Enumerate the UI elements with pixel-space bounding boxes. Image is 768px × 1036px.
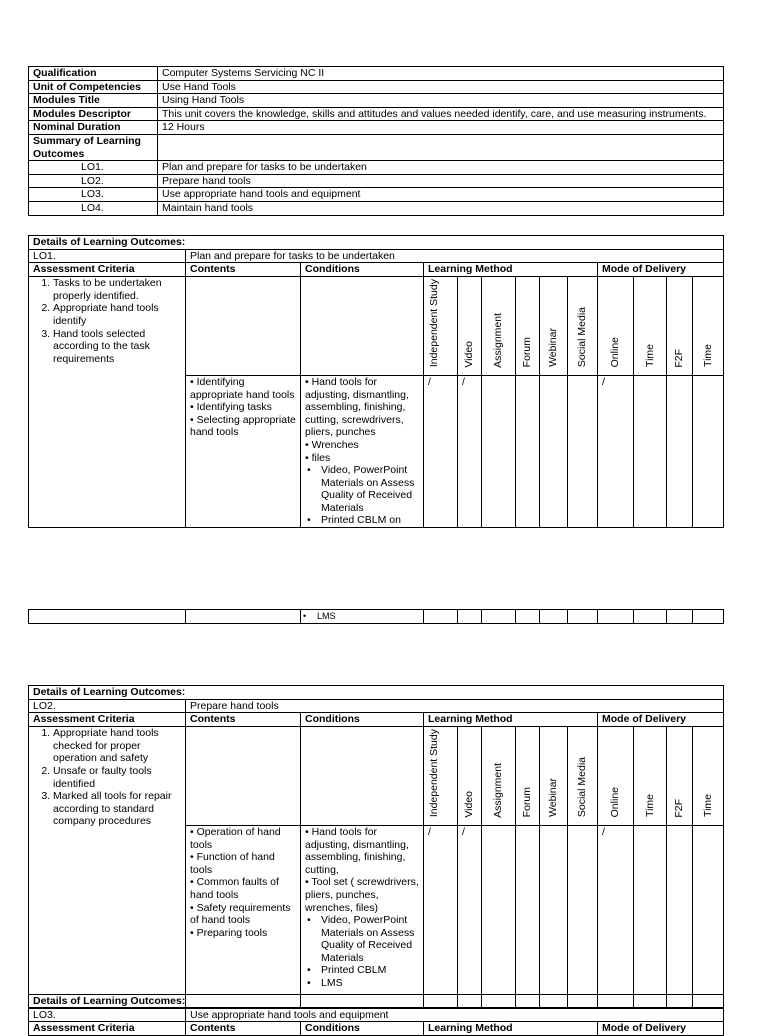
condition-item: • Wrenches	[305, 438, 359, 451]
lo-code: LO2.	[29, 699, 186, 713]
contents-header: Contents	[186, 263, 301, 277]
empty-cell	[540, 610, 568, 624]
condition-item: • LMS	[305, 977, 419, 990]
value-descriptor: This unit covers the knowledge, skills and attitudes and values needed identify, care, and use measuring instruments.	[158, 107, 724, 121]
delivery-header: Mode of Delivery	[598, 713, 724, 727]
lo1-continuation-table	[28, 609, 724, 624]
empty-cell	[458, 610, 482, 624]
details-heading: Details of Learning Outcomes:	[29, 686, 724, 700]
condition-item: • Hand tools for adjusting, dismantling, assembling, finishing, cutting, screwdrivers, pliers, punches	[305, 375, 409, 439]
empty-cell	[568, 375, 598, 527]
lo4-text: Maintain hand tools	[158, 201, 724, 215]
method-webinar: Webinar	[540, 727, 568, 826]
criterion: 2. Appropriate hand tools identify	[53, 302, 181, 327]
content-item: • Safety requirements of hand tools	[190, 901, 291, 927]
delivery-time: Time	[634, 277, 667, 376]
conditions-cell	[301, 375, 424, 527]
lo3-text: Use appropriate hand tools and equipment	[158, 188, 724, 202]
lo3-details-table	[28, 994, 724, 1036]
method-social-media: Social Media	[568, 277, 598, 376]
criterion: 1. Tasks to be undertaken properly identified.	[53, 277, 181, 302]
criterion: 3. Marked all tools for repair according to standard company procedures	[53, 790, 181, 828]
lo3-code: LO3.	[29, 188, 158, 202]
details-heading: Details of Learning Outcomes:	[29, 236, 724, 250]
delivery-online: Online	[598, 277, 634, 376]
value-qualification: Computer Systems Servicing NC II	[158, 67, 724, 81]
learning-method-header: Learning Method	[424, 1022, 598, 1036]
empty-cell	[186, 610, 301, 624]
label-duration: Nominal Duration	[29, 121, 158, 135]
empty-cell	[186, 727, 301, 826]
criterion: 1. Appropriate hand tools checked for proper operation and safety	[53, 727, 181, 765]
label-qualification: Qualification	[29, 67, 158, 81]
condition-item: • files	[305, 451, 331, 464]
method-forum: Forum	[516, 727, 540, 826]
empty-cell	[301, 727, 424, 826]
method-video: Video	[458, 727, 482, 826]
lo-title: Prepare hand tools	[186, 699, 724, 713]
assessment-criteria	[29, 727, 186, 1008]
method-webinar: Webinar	[540, 277, 568, 376]
empty-cell	[634, 375, 667, 527]
condition-item: • LMS	[301, 610, 424, 624]
contents-header: Contents	[186, 713, 301, 727]
method-social-media: Social Media	[568, 727, 598, 826]
assessment-header: Assessment Criteria	[29, 713, 186, 727]
details-heading: Details of Learning Outcomes:	[29, 995, 724, 1009]
delivery-online: Online	[598, 727, 634, 826]
content-item: • Identifying tasks	[190, 401, 272, 414]
delivery-time: Time	[693, 277, 724, 376]
method-independent-study: Independent Study	[424, 277, 458, 376]
lo2-text: Prepare hand tools	[158, 174, 724, 188]
label-unit: Unit of Competencies	[29, 80, 158, 94]
label-summary: Summary of Learning Outcomes	[29, 134, 158, 160]
lo2-details-table	[28, 685, 724, 1008]
empty-cell	[667, 375, 693, 527]
value-summary	[158, 134, 724, 160]
empty-cell	[634, 825, 667, 1007]
empty-cell	[540, 375, 568, 527]
empty-cell	[29, 610, 186, 624]
content-item: • Function of hand tools	[190, 851, 275, 876]
mark-independent: /	[424, 375, 458, 527]
empty-cell	[568, 610, 598, 624]
label-descriptor: Modules Descriptor	[29, 107, 158, 121]
method-independent-study: Independent Study	[424, 727, 458, 826]
delivery-header: Mode of Delivery	[598, 263, 724, 277]
empty-cell	[693, 375, 724, 527]
contents-cell	[186, 375, 301, 527]
assessment-header: Assessment Criteria	[29, 263, 186, 277]
value-duration: 12 Hours	[158, 121, 724, 135]
mark-online: /	[598, 375, 634, 527]
mark-video: /	[458, 375, 482, 527]
delivery-header: Mode of Delivery	[598, 1022, 724, 1036]
contents-cell	[186, 825, 301, 1007]
value-unit: Use Hand Tools	[158, 80, 724, 94]
lo1-details-table	[28, 235, 724, 528]
content-item: • Preparing tools	[190, 926, 268, 939]
condition-item: • Tool set ( screwdrivers, pliers, punches, wrenches, files)	[305, 876, 419, 914]
conditions-header: Conditions	[301, 713, 424, 727]
empty-cell	[301, 277, 424, 376]
empty-cell	[568, 825, 598, 1007]
learning-method-header: Learning Method	[424, 713, 598, 727]
empty-cell	[482, 825, 516, 1007]
value-module-title: Using Hand Tools	[158, 94, 724, 108]
conditions-cell	[301, 825, 424, 1007]
method-forum: Forum	[516, 277, 540, 376]
delivery-f2f: F2F	[667, 727, 693, 826]
lo1-code: LO1.	[29, 161, 158, 175]
mark-independent: /	[424, 825, 458, 1007]
content-item: • Identifying appropriate hand tools	[190, 375, 295, 401]
summary-table	[28, 66, 724, 216]
mark-online: /	[598, 825, 634, 1007]
criterion: 2. Unsafe or faulty tools identified	[53, 765, 181, 790]
conditions-header: Conditions	[301, 263, 424, 277]
empty-cell	[186, 277, 301, 376]
empty-cell	[516, 375, 540, 527]
empty-cell	[693, 825, 724, 1007]
content-item: • Operation of hand tools	[190, 825, 281, 851]
lo-title: Use appropriate hand tools and equipment	[186, 1008, 724, 1022]
empty-cell	[482, 375, 516, 527]
empty-cell	[634, 610, 667, 624]
method-assignment: Assignment	[482, 727, 516, 826]
lo1-text: Plan and prepare for tasks to be undertaken	[158, 161, 724, 175]
empty-cell	[482, 610, 516, 624]
empty-cell	[516, 825, 540, 1007]
empty-cell	[424, 610, 458, 624]
lo2-code: LO2.	[29, 174, 158, 188]
lo-code: LO3.	[29, 1008, 186, 1022]
delivery-time: Time	[693, 727, 724, 826]
delivery-time: Time	[634, 727, 667, 826]
lo-code: LO1.	[29, 249, 186, 263]
empty-cell	[516, 610, 540, 624]
condition-item: • Hand tools for adjusting, dismantling, assembling, finishing, cutting,	[305, 825, 409, 876]
lo-title: Plan and prepare for tasks to be undertaken	[186, 249, 724, 263]
learning-method-header: Learning Method	[424, 263, 598, 277]
empty-cell	[667, 610, 693, 624]
method-assignment: Assignment	[482, 277, 516, 376]
conditions-header: Conditions	[301, 1022, 424, 1036]
empty-cell	[540, 825, 568, 1007]
assessment-criteria	[29, 277, 186, 528]
empty-cell	[667, 825, 693, 1007]
method-video: Video	[458, 277, 482, 376]
empty-cell	[693, 610, 724, 624]
condition-item: • Printed CBLM	[305, 964, 419, 977]
lo4-code: LO4.	[29, 201, 158, 215]
criterion: 3. Hand tools selected according to the task requirements	[53, 328, 181, 366]
content-item: • Selecting appropriate hand tools	[190, 413, 296, 439]
condition-item: • Video, PowerPoint Materials on Assess Quality of Received Materials	[305, 914, 419, 964]
contents-header: Contents	[186, 1022, 301, 1036]
empty-cell	[598, 610, 634, 624]
delivery-f2f: F2F	[667, 277, 693, 376]
content-item: • Common faults of hand tools	[190, 876, 279, 901]
condition-item: • Printed CBLM on	[305, 514, 419, 527]
condition-item: • Video, PowerPoint Materials on Assess Quality of Received Materials	[305, 464, 419, 514]
mark-video: /	[458, 825, 482, 1007]
label-module-title: Modules Title	[29, 94, 158, 108]
assessment-header: Assessment Criteria	[29, 1022, 186, 1036]
